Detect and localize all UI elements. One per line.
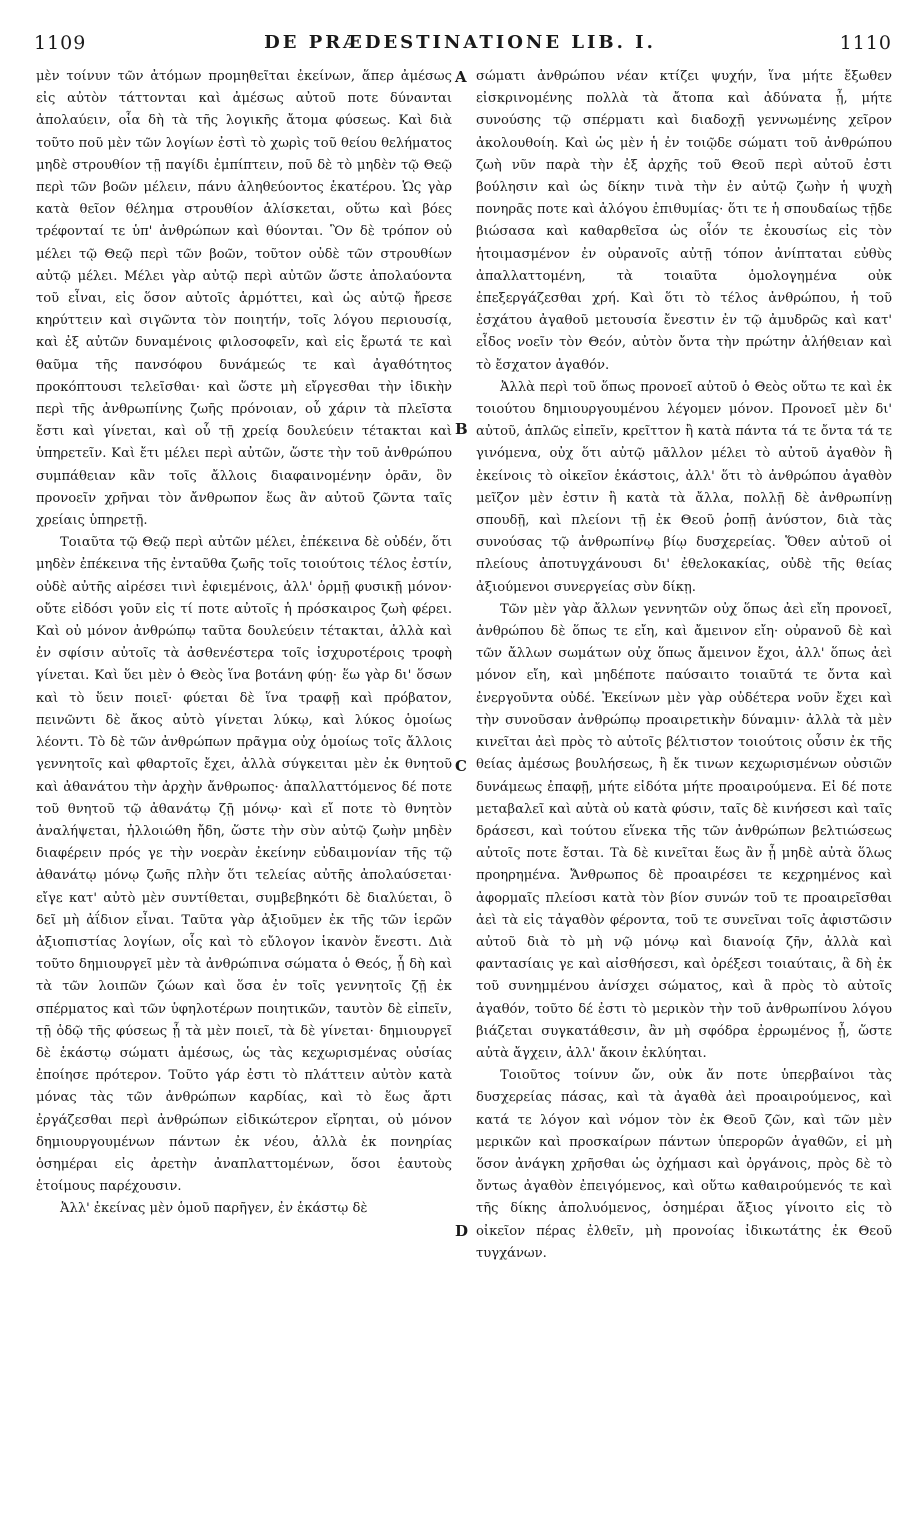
page-number-right: 1110 <box>839 32 892 54</box>
paragraph: μὲν τοίνυν τῶν ἀτόμων προμηθεῖται ἐκείνων, ἅπερ ἀμέσως εἰς αὐτὸν τάττονται καὶ ἀμέσως αὐτοῦ ποτε δύνανται ἀπολαύειν, οἷα δὴ τὰ τῆς λογικῆς ἄτομα φύσεως. Καὶ διὰ τοῦτο ποῦ μὲν τῶν λογίων ἐστὶ τὸ χωρὶς τοῦ θείου θελήματος μηδὲ στρουθίον τῇ παγίδι ἐμπίπτειν, ποῦ δὲ τὸ μηδὲν τῷ Θεῷ περὶ τῶν βοῶν μέλειν, πάνυ ἀληθεύοντος ἑκατέρου. Ὡς γὰρ κατὰ θεῖον θέλημα στρουθίον ἁλίσκεται, οὕτω καὶ βόες τρέφονταί τε ὑπ' ἀνθρώπων καὶ θύονται. Ὃν δὲ τρόπον οὐ μέλει τῷ Θεῷ περὶ τῶν βοῶν, τοῦτον οὐδὲ τῶν στρουθίων αὐτῷ μέλει. Μέλει γὰρ αὐτῷ περὶ αὐτῶν ὥστε ἀπολαύοντα τοῦ εἶναι, εἰς ὅσον αὐτοῖς ἁρμόττει, καὶ ὡς αὐτῷ ἤρεσε κηρύττειν καὶ σιγῶντα τὸν ποιητήν, τοῖς λόγου περιουσίᾳ, καὶ ἐξ αὐτῶν δυναμένοις φιλοσοφεῖν, καὶ εἰς ἔρωτά τε καὶ θαῦμα τῆς πανσόφου δυνάμεώς τε καὶ ἀγαθότητος προκόπτουσι τελεῖσθαι· καὶ ὥστε μὴ εἴργεσθαι τὴν ἰδικὴν περὶ τῆς ἀνθρωπίνης ζωῆς πρόνοιαν, οὗ χάριν τὰ πλεῖστα ἔστι καὶ γίνεται, καὶ οὗ τῇ χρείᾳ δουλεύειν τέτακται καὶ ὑπηρετεῖν. Καὶ ἔτι μέλει περὶ αὐτῶν, ὥστε τὴν τοῦ ἀνθρώπου συμπάθειαν κἂν τοῖς ἄλλοις διαφαινομένην ὁρᾶν, ὃν προνοεῖν χρῆναι τὸν ἄνθρωπον ἕως ἂν αὐτοῦ ζῶντα ταῖς χρείαις ὑπηρετῇ. <box>36 69 452 529</box>
paragraph: Τοιοῦτος τοίνυν ὤν, οὐκ ἄν ποτε ὑπερβαίνοι τὰς δυσχερείας πάσας, καὶ τὰ ἀγαθὰ ἀεὶ προαιρούμενος, καὶ κατά τε λόγον καὶ νόμον τὸν ἐκ Θεοῦ ζῶν, καὶ τῶν μὲν μερικῶν καὶ προσκαίρων πάντων ὑπερορῶν ἀγαθῶν, εἰ μὴ ὅσον ἀνάγκη χρῆσθαι ὡς ὀχήμασι καὶ ὀργάνοις, πρὸς δὲ τὸ ὄντως ἀγαθὸν ἐπειγόμενος, καὶ οὕτω καθαιρούμενός τε καὶ τῆς δίκης ἀπολυόμενος, ὁσημέραι ἄξιος γίνοιτο εἰς τὸ οἰκεῖον πέρας ἐλθεῖν, μὴ προνοίας ἰδικωτάτης ἐκ Θεοῦ τυγχάνων. <box>476 1068 892 1261</box>
paragraph: Ἀλλ' ἐκείνας μὲν ὁμοῦ παρῆγεν, ἐν ἑκάστῳ δὲ <box>60 1201 368 1217</box>
margin-letter-a: A <box>455 68 467 86</box>
right-column <box>476 66 892 1265</box>
paragraph: Τοιαῦτα τῷ Θεῷ περὶ αὐτῶν μέλει, ἐπέκεινα δὲ οὐδέν, ὅτι μηδὲν ἐπέκεινα τῆς ἐνταῦθα ζωῆς τοῖς τοιούτοις τέλος ἐστίν, οὐδὲ αὐτῆς αἱρέσει τινὶ ἐφιεμένοις, ἀλλ' ὁρμῇ φυσικῇ μόνον· οὔτε εἰδόσι γοῦν εἰς τί ποτε αὐτοῖς ἡ πρόσκαιρος ζωὴ φέρει. Καὶ οὐ μόνον ἀνθρώπῳ ταῦτα δουλεύειν τέτακται, ἀλλὰ καὶ ἐν σφίσιν αὐτοῖς τὰ ἀσθενέστερα τοῖς ἰσχυροτέροις τροφὴ γίνεται. Καὶ ὕει μὲν ὁ Θεὸς ἵνα βοτάνη φύῃ· ἕω γὰρ δι' ὅσων καὶ τὸ ὕειν ποιεῖ· φύεται δὲ ἵνα τραφῇ καὶ πρόβατον, πεινῶντι δὲ ἄκος αὐτὸ γίνεται λύκῳ, καὶ λύκος ὁμοίως λέοντι. Τὸ δὲ τῶν ἀνθρώπων πρᾶγμα οὐχ ὁμοίως τοῖς ἄλλοις γεννητοῖς καὶ φθαρτοῖς ἔχει, ἀλλὰ σύγκειται μὲν ἐκ θνητοῦ καὶ ἀθανάτου τὴν ἀρχὴν ἄνθρωπος· ἀπαλλαττόμενος δέ ποτε τοῦ θνητοῦ τῷ ἀθανάτῳ ζῇ μόνῳ· καὶ εἴ ποτε τὸ θνητὸν ἀναλήψεται, ἠλλοιώθη ἤδη, ὥστε τὴν σὺν αὐτῷ ζωὴν μηδὲν διαφέρειν πρός γε τὴν νοερὰν ἐκείνην εὐδαιμονίαν τῆς τῷ ἀθανάτῳ μόνῳ ζωῆς πλὴν ὅτι τελείας αὐτῆς ἀπολαύσεται· εἴγε κατ' αὐτὸ μὲν συντίθεται, συμβεβηκότι δὲ διαλύεται, ὃ δεῖ μὴ ἀΐδιον εἶναι. Ταῦτα γὰρ ἀξιοῦμεν ἐκ τῆς τῶν ἱερῶν ἀξιοπιστίας λογίων, οἷς καὶ τὸ εὔλογον ἱκανὸν ἔνεστι. Διὰ τοῦτο δημιουργεῖ μὲν τὰ ἀνθρώπινα σώματα ὁ Θεός, ᾗ δὴ καὶ τὰ τῶν λοιπῶν ζώων καὶ ὅσα ἐν τοῖς γεννητοῖς ζῇ ἐκ σπέρματος καὶ τῶν ὑφηλοτέρων ποιητικῶν, ταυτὸν δὲ εἰπεῖν, τῇ ὁδῷ τῆς φύσεως ᾗ τὰ μὲν ποιεῖ, τὰ δὲ γίνεται· δημιουργεῖ δὲ ἑκάστῳ σώματι ἀμέσως, ὡς τὰς κεχωρισμένας οὐσίας ἐποίησε πρότερον. Τοῦτο γάρ ἐστι τὸ πλάττειν αὐτὸν κατὰ μόνας τὰς τῶν ἀνθρώπων καρδίας, καὶ τὸ ἕως ἄρτι ἐργάζεσθαι περὶ ἀνθρώπων εἰδικώτερον εἴρηται, οὐ μόνον δημιουργουμένων πάντων ἐκ νέου, ἀλλὰ ἐκ πονηρίας ὁσημέραι εἰς ἀρετὴν ἀναπλαττομένων, ὅσοι ἑαυτοὺς ἑτοίμους παρέχουσιν. <box>36 535 452 1195</box>
margin-letter-b: B <box>455 420 468 438</box>
page-number-left: 1109 <box>34 32 87 54</box>
page-header <box>0 14 920 54</box>
paragraph: Τῶν μὲν γὰρ ἄλλων γεννητῶν οὐχ ὅπως ἀεὶ εἴη προνοεῖ, ἀνθρώπου δὲ ὅπως τε εἴη, καὶ ἄμεινον εἴη· οὐρανοῦ δὲ καὶ τῶν ἄλλων σωμάτων οὐχ ὅπως ἄμεινον ἔχοι, ἀλλ' ὅπως ἀεὶ μόνον εἴη, καὶ μηδέποτε παύσαιτο τοιαῦτά τε ὄντα καὶ ἐνεργοῦντα οὐδέ. Ἐκείνων μὲν γὰρ οὐδέτερα νοῦν ἔχει καὶ τὴν συνοῦσαν ἀνθρώπῳ προαιρετικὴν δύναμιν· ἀλλὰ τὰ μὲν κινεῖται ἀεὶ πρὸς τὸ αὐτοῖς βέλτιστον τοιούτοις οὖσιν ἐκ τῆς θείας ἀμέσως βουλήσεως, ἢ ἔκ τινων κεχωρισμένων οὐσιῶν δυνάμεως ἐπαφῇ, μήτε εἰδότα μήτε προαιρούμενα. Εἰ δέ ποτε μεταβαλεῖ καὶ αὐτὰ οὐ κατὰ φύσιν, ταῖς δὲ κινήσεσι καὶ ταῖς δράσεσι, καὶ τούτου εἵνεκα τῆς τῶν ἀνθρώπων βελτιώσεως αὐτοῖς ποτε ἔσται. Τὰ δὲ κινεῖται ἕως ἂν ᾖ μηδὲ αὐτὰ ὅλως προηρημένα. Ἄνθρωπος δὲ προαιρέσει τε κεχρημένος καὶ ἀφορμαῖς πλείοσι κατὰ τὸν βίον συνών τοῦ τε προαιρεῖσθαι ἀεὶ τὰ εἰς τἀγαθὸν φέροντα, τοῦ τε συνεῖναι τοῖς ἀφιστῶσιν αὐτοῦ διὰ τὸ μὴ νῷ μόνῳ καὶ διανοίᾳ ζῆν, ἀλλὰ καὶ φαντασίαις γε καὶ αἰσθήσεσι, καὶ ὀρέξεσι τοιαύταις, ἃ δὴ ἐκ τοῦ συνημμένου ἀνίσχει σώματος, καὶ ἃ πρὸς τὸ αὐτοῖς ἀγαθόν, τοῦτο δέ ἐστι τὸ μερικὸν τὴν τοῦ ἀνθρωπίνου λόγου βιάζεται συγκατάθεσιν, ἂν μὴ σφόδρα ἐρρωμένος ᾖ, ὥστε αὐτὰ ἄγχειν, ἀλλ' ἄκοιν ἐκλύηται. <box>476 601 892 1061</box>
paragraph: σώματι ἀνθρώπου νέαν κτίζει ψυχήν, ἵνα μήτε ἔξωθεν εἰσκρινομένης πολλὰ τὰ ἄτοπα καὶ ἀδύνατα ᾖ, μήτε συνούσης τῷ σπέρματι καὶ διαδοχῇ γεννωμένης χεῖρον ἀκολουθοίη. Καὶ ὡς μὲν ἡ ἐν τοιῷδε σώματι τοῦ ἀνθρώπου ζωὴ νῦν παρὰ τὴν ἐξ ἀρχῆς τοῦ Θεοῦ περὶ αὐτοῦ ἐστι βούλησιν καὶ ὡς δίκην τινὰ τὴν ἐν αὐτῷ ζωὴν ἡ ψυχὴ πονηρᾶς ποτε καὶ ἀλόγου ἐπιθυμίας· ὅτι τε ἡ σπουδαίως τῇδε βιώσασα καὶ καθαρθεῖσα ὡς οἷόν τε ἑκουσίως εἰς τὸν ἡτοιμασμένον ἐν οὐρανοῖς αὐτῇ τόπον ἀνίπταται εὐθὺς ἀπαλλαττομένη, τὰ τοιαῦτα ὁμολογημένα οὐκ ἐπεξεργάζεσθαι χρή. Καὶ ὅτι τὸ τέλος ἀνθρώπου, ἡ τοῦ ἐσχάτου ἀγαθοῦ μετουσία ἔνεστιν ἐν τῷ ἀμυδρῶς καὶ κατ' εἶδος νοεῖν τὸν Θεόν, αὐτὸν ὄντα τὴν πρώτην ἀλήθειαν καὶ τὸ ἔσχατον ἀγαθόν. <box>476 69 892 373</box>
margin-letter-d: D <box>455 1222 469 1240</box>
left-column <box>36 66 452 1221</box>
margin-letter-c: C <box>455 757 467 775</box>
paragraph: Ἀλλὰ περὶ τοῦ ὅπως προνοεῖ αὐτοῦ ὁ Θεὸς οὕτω τε καὶ ἐκ τοιούτου δημιουργουμένου λέγομεν μόνον. Προνοεῖ μὲν δι' αὐτοῦ, ἁπλῶς εἰπεῖν, κρεῖττον ἢ κατὰ πάντα τά τε ὄντα τά τε γινόμενα, οὐχ ὅτι αὐτῷ μᾶλλον μέλει τὸ αὐτοῦ ἀγαθὸν ἢ ἐκείνοις τὸ οἰκεῖον ἑκάστοις, ἀλλ' ὅτι τὸ ἀνθρώπου ἀγαθὸν μεῖζον μὲν ἐστιν ἢ κατὰ τὰ ἄλλα, πολλῇ δὲ ἀνθρωπίνῃ σπουδῇ, καὶ πλείονι τῇ ἐκ Θεοῦ ῥοπῇ ἀνύστον, διὰ τὰς συνούσας τῷ ἀνθρωπίνῳ βίῳ δυσχερείας. Ὅθεν αὐτοῦ οἱ πλείους ἀποτυγχάνουσι δι' ἐθελοκακίας, οὐδὲ τῆς θείας ἀξιούμενοι συνεργείας σὺν δίκῃ. <box>476 379 892 595</box>
running-title: DE PRÆDESTINATIONE LIB. I. <box>264 32 656 53</box>
